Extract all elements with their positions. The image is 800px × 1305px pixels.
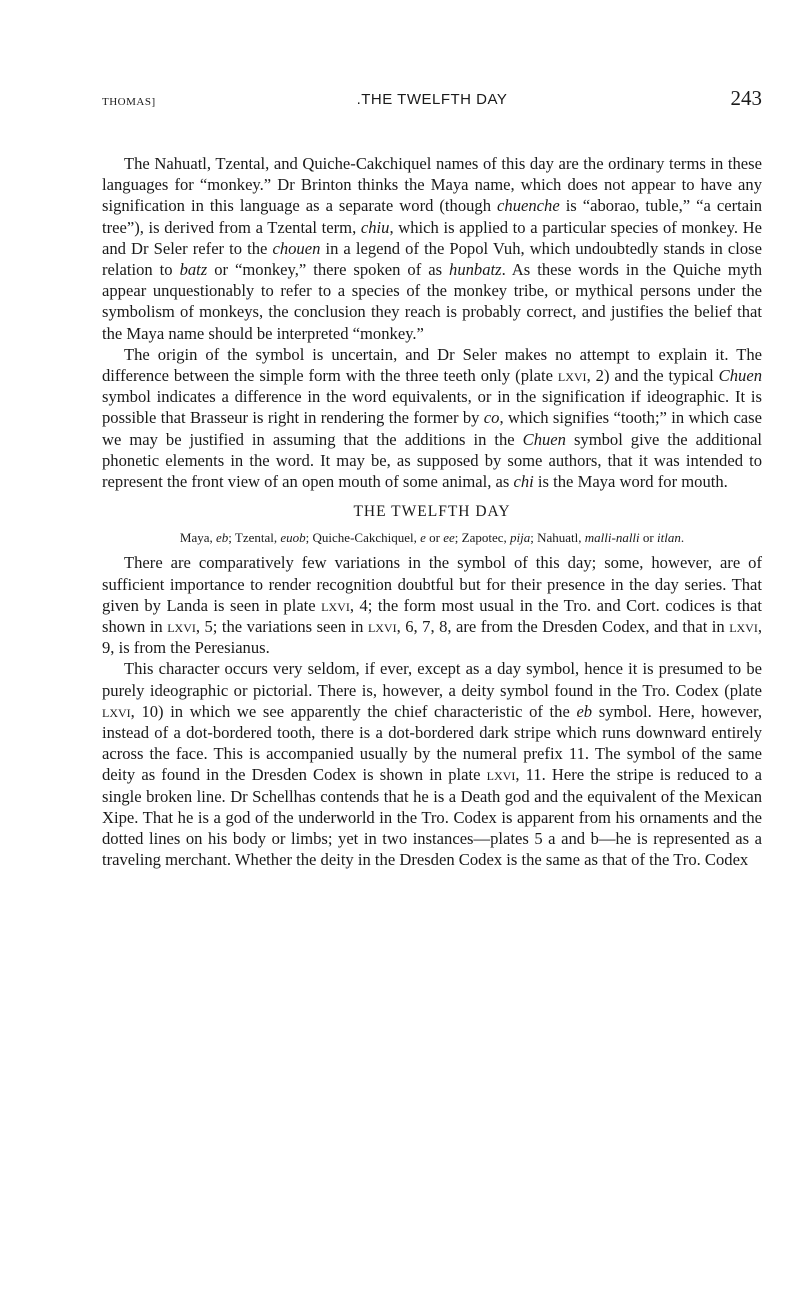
- italic-term: eb: [576, 701, 593, 721]
- italic-term: co: [483, 408, 500, 428]
- italic-term: Chuen: [522, 429, 566, 449]
- plate-reference: lxvi: [102, 701, 131, 721]
- italic-term: pija: [510, 530, 531, 546]
- italic-term: euob: [280, 530, 306, 546]
- paragraph: The Nahuatl, Tzental, and Quiche-Cakchiquel names of this day are the ordinary terms in these languages for “monkey.” Dr Brinton thinks the Maya name, which does not appear to have any signification in this language as a separate word (though chuenche is “aborao, tuble,” “a certain tree”), is derived from a Tzental term, chiu, which is applied to a particular species of monkey. He and Dr Seler refer to the chouen in a legend of the Popol Vuh, which undoubtedly stands in close relation to batz or “monkey,” there spoken of as hunbatz. As these words in the Quiche myth appear unquestionably to refer to a species of the monkey tribe, or mythical persons under the symbolism of monkeys, the conclusion they reach is probably correct, and justifies the belief that the Maya name should be interpreted “monkey.”: [102, 154, 762, 343]
- page-number: 243: [730, 86, 762, 110]
- plate-reference: lxvi: [486, 765, 516, 785]
- italic-term: Chuen: [718, 366, 762, 386]
- running-head-title: .THE TWELFTH DAY: [356, 91, 508, 108]
- italic-term: batz: [179, 260, 208, 280]
- section-heading: THE TWELFTH DAY: [353, 503, 511, 521]
- plate-reference: lxvi: [321, 595, 350, 615]
- plate-reference: lxvi: [367, 617, 397, 637]
- plate-reference: lxvi: [729, 617, 758, 637]
- italic-term: ee: [443, 530, 455, 546]
- paragraph: This character occurs very seldom, if ever, except as a day symbol, hence it is presumed to be purely ideographic or pictorial. There is, however, a deity symbol found in the Tro. Codex (plate lxvi, 10) in which we see apparently the chief characteristic of the eb symbol. Here, however, instead of a dot-bordered tooth, there is a dot-bordered dark stripe which runs downward entirely across the face. This is accompanied usually by the numeral prefix 11. The symbol of the same deity as found in the Dresden Codex is shown in plate lxvi, 11. Here the stripe is reduced to a single broken line. Dr Schellhas contends that he is a Death god and the equivalent of the Mexican Xipe. That he is a god of the underworld in the Tro. Codex is apparent from his ornaments and the dotted lines on his body or limbs; yet in two instances—plates 5 a and b—he is represented as a traveling merchant. Whether the deity in the Dresden Codex is the same as that of the Tro. Codex: [102, 659, 762, 870]
- italic-term: eb: [216, 530, 229, 546]
- plate-reference: lxvi: [167, 617, 196, 637]
- running-head-author: THOMAS]: [102, 96, 156, 108]
- paragraph: The origin of the symbol is uncertain, and Dr Seler makes no attempt to explain it. The difference between the simple form with the three teeth only (plate lxvi, 2) and the typical Chuen symbol indicates a difference in the word equivalents, or in the signification if ideographic. It is possible that Brasseur is right in rendering the former by co, which signifies “tooth;” in which case we may be justified in assuming that the additions in the Chuen symbol give the additional phonetic elements in the word. It may be, as supposed by some authors, that it was intended to represent the front view of an open mouth of some animal, as chi is the Maya word for mouth.: [102, 344, 762, 492]
- italic-term: chuenche: [497, 196, 560, 216]
- italic-term: chiu: [360, 217, 390, 237]
- running-header: [102, 86, 762, 116]
- italic-term: malli-nalli: [584, 530, 640, 546]
- italic-term: chouen: [272, 238, 321, 258]
- page-body: [102, 153, 762, 871]
- paragraph: There are comparatively few variations in the symbol of this day; some, however, are of sufficient importance to render recognition doubtful but for their presence in the day series. That given by Landa is seen in plate lxvi, 4; the form most usual in the Tro. and Cort. codices is that shown in lxvi, 5; the variations seen in lxvi, 6, 7, 8, are from the Dresden Codex, and that in lxvi, 9, is from the Peresianus.: [102, 553, 763, 658]
- day-name-equivalents: Maya, eb; Tzental, euob; Quiche-Cakchiquel, e or ee; Zapotec, pija; Nahuatl, malli-nalli or itlan.: [179, 530, 685, 546]
- plate-reference: lxvi: [557, 366, 587, 386]
- italic-term: hunbatz: [449, 260, 502, 280]
- italic-term: itlan: [657, 530, 681, 546]
- italic-term: chi: [513, 472, 534, 492]
- italic-term: e: [420, 530, 426, 546]
